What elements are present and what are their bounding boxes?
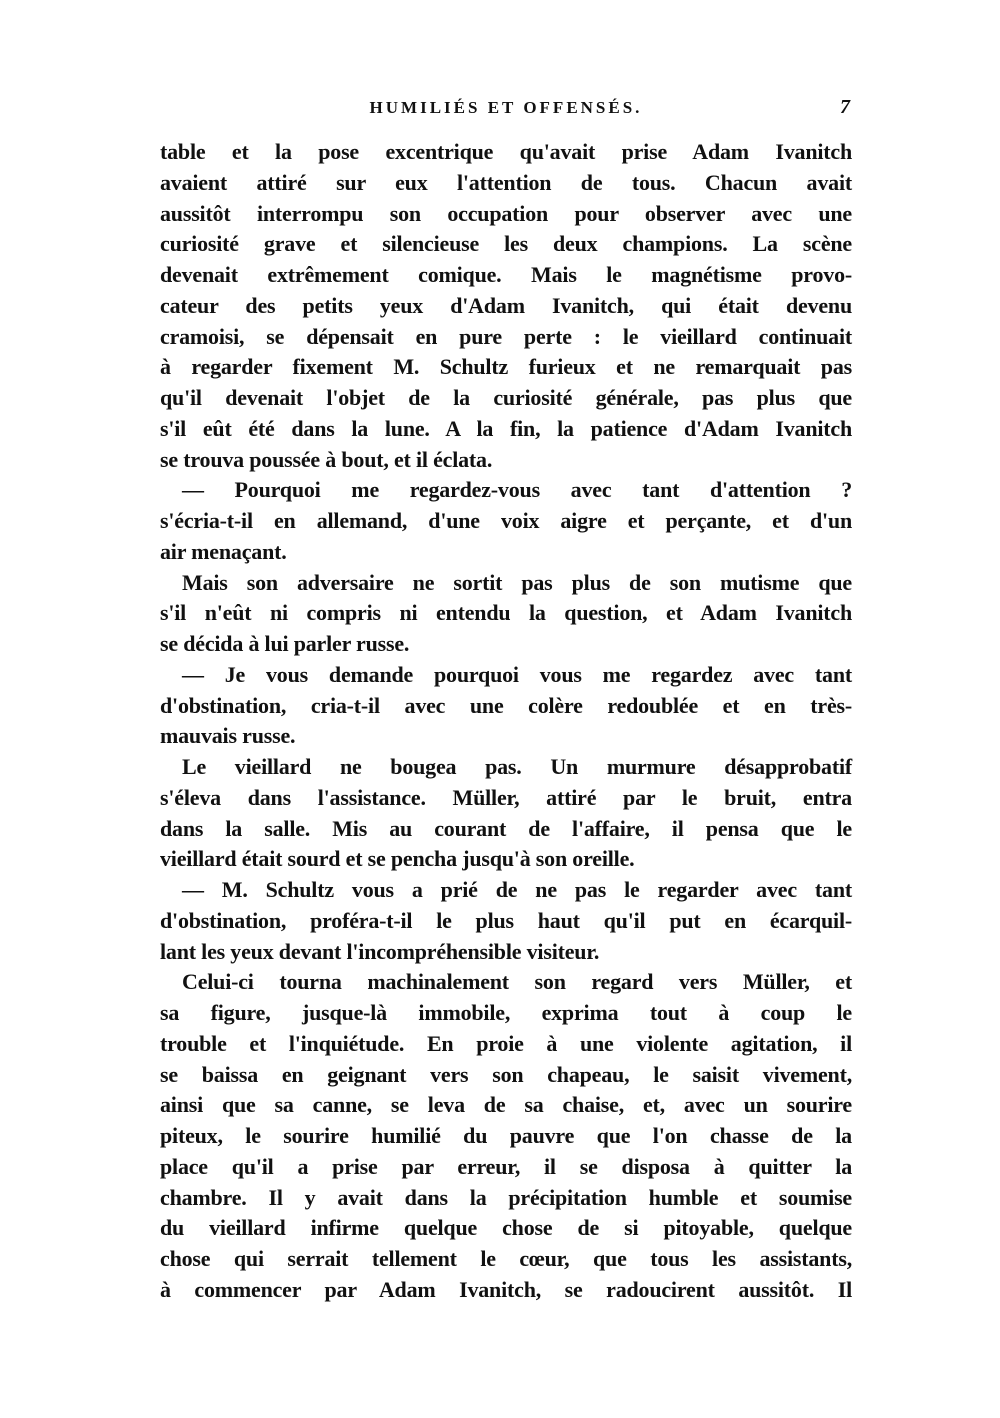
text-line: sa figure, jusque-là immobile, exprima tout à coup le bbox=[160, 1000, 852, 1025]
paragraph bbox=[160, 967, 852, 1305]
text-line: ainsi que sa canne, se leva de sa chaise, et, avec un sourire bbox=[160, 1092, 852, 1118]
running-title: HUMILIÉS ET OFFENSÉS. bbox=[369, 98, 643, 117]
text-line: table et la pose excentrique qu'avait prise Adam Ivanitch bbox=[160, 139, 852, 164]
page-body bbox=[160, 137, 852, 1306]
text-line: air menaçant. bbox=[160, 538, 287, 564]
text-line: à regarder fixement M. Schultz furieux et ne remarquait pas bbox=[160, 354, 852, 380]
text-line: se trouva poussée à bout, et il éclata. bbox=[160, 446, 493, 472]
text-line: avaient attiré sur eux l'attention de tous. Chacun avait bbox=[160, 169, 852, 195]
page-number: 7 bbox=[840, 96, 850, 118]
text-line: à commencer par Adam Ivanitch, se radoucirent aussitôt. Il bbox=[160, 1276, 852, 1302]
text-line: chambre. Il y avait dans la précipitation humble et soumise bbox=[160, 1184, 852, 1210]
text-line: aussitôt interrompu son occupation pour observer avec une bbox=[160, 200, 852, 226]
text-line: s'il n'eût ni compris ni entendu la question, et Adam Ivanitch bbox=[160, 600, 852, 626]
text-line: devenait extrêmement comique. Mais le magnétisme provo- bbox=[160, 262, 852, 287]
paragraph bbox=[160, 137, 852, 475]
text-line: chose qui serrait tellement le cœur, que tous les assistants, bbox=[160, 1246, 852, 1271]
text-line: Celui-ci tourna machinalement son regard vers Müller, et bbox=[182, 969, 852, 995]
text-line: curiosité grave et silencieuse les deux champions. La scène bbox=[160, 231, 852, 257]
text-line: Mais son adversaire ne sortit pas plus de son mutisme que bbox=[182, 569, 852, 595]
text-line: du vieillard infirme quelque chose de si pitoyable, quelque bbox=[160, 1215, 852, 1241]
text-line: — Je vous demande pourquoi vous me regardez avec tant bbox=[182, 661, 852, 687]
text-line: mauvais russe. bbox=[160, 723, 296, 749]
paragraph bbox=[160, 875, 852, 967]
text-line: se baissa en geignant vers son chapeau, le saisit vivement, bbox=[160, 1061, 852, 1087]
text-line: cateur des petits yeux d'Adam Ivanitch, qui était devenu bbox=[160, 292, 852, 318]
text-line: — M. Schultz vous a prié de ne pas le regarder avec tant bbox=[182, 877, 852, 902]
text-line: s'il eût été dans la lune. A la fin, la patience d'Adam Ivanitch bbox=[160, 415, 852, 441]
text-line: vieillard était sourd et se pencha jusqu'à son oreille. bbox=[160, 846, 635, 872]
text-line: dans la salle. Mis au courant de l'affaire, il pensa que le bbox=[160, 815, 852, 841]
text-line: s'écria-t-il en allemand, d'une voix aigre et perçante, et d'un bbox=[160, 508, 852, 533]
paragraph bbox=[160, 752, 852, 875]
text-line: d'obstination, cria-t-il avec une colère redoublée et en très- bbox=[160, 692, 852, 718]
text-line: se décida à lui parler russe. bbox=[160, 631, 410, 656]
text-line: s'éleva dans l'assistance. Müller, attiré par le bruit, entra bbox=[160, 784, 852, 810]
text-line: cramoisi, se dépensait en pure perte : le vieillard continuait bbox=[160, 323, 852, 349]
text-line: place qu'il a prise par erreur, il se disposa à quitter la bbox=[160, 1153, 852, 1179]
text-line: Le vieillard ne bougea pas. Un murmure désapprobatif bbox=[182, 754, 852, 779]
text-line: lant les yeux devant l'incompréhensible visiteur. bbox=[160, 938, 600, 964]
text-line: d'obstination, proféra-t-il le plus haut qu'il put en écarquil- bbox=[160, 907, 852, 933]
text-line: piteux, le sourire humilié du pauvre que l'on chasse de la bbox=[160, 1123, 852, 1148]
text-line: qu'il devenait l'objet de la curiosité générale, pas plus que bbox=[160, 385, 852, 410]
page-header bbox=[160, 96, 852, 124]
paragraph bbox=[160, 475, 852, 567]
paragraph bbox=[160, 568, 852, 660]
text-line: — Pourquoi me regardez-vous avec tant d'attention ? bbox=[182, 477, 852, 503]
paragraph bbox=[160, 660, 852, 752]
text-line: trouble et l'inquiétude. En proie à une violente agitation, il bbox=[160, 1030, 852, 1056]
